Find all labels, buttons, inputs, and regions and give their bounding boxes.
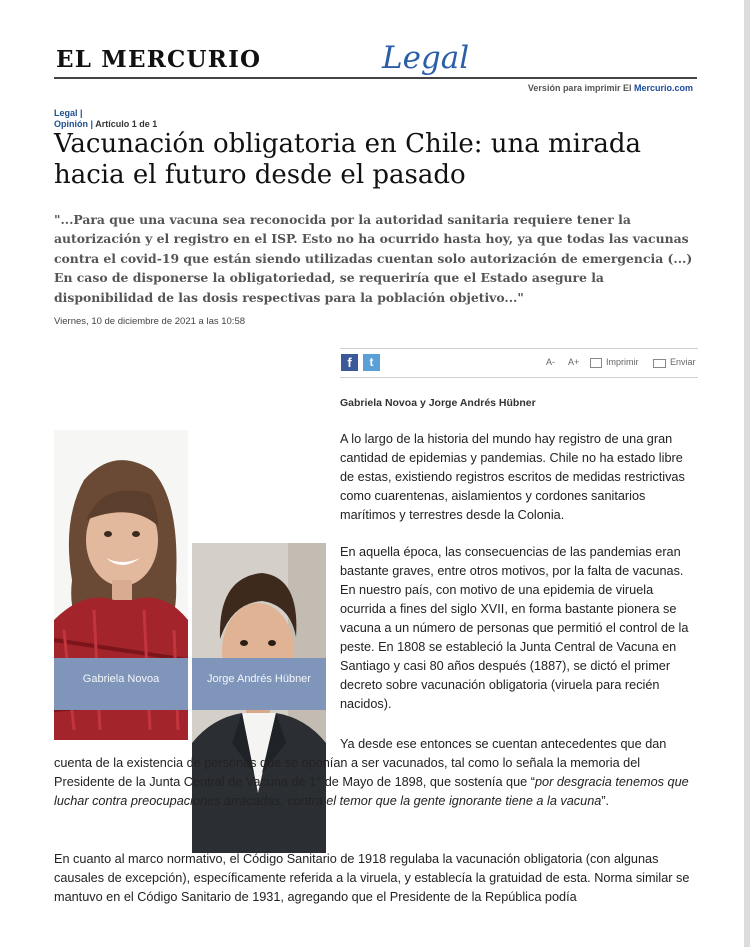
body-paragraph: En aquella época, las consecuencias de las pandemias eran bastante graves, entre otros motivos, por la falta de vacunas. En nuestro país, con motivo de una epidemia de viruela ocurrida a fines del siglo XVII, en forma bastante pionera se vacuna a un número de personas que permitió el control de la peste. En 1808 se estableció la Junta Central de Vacuna en Santiago y casi 80 años después (1887), se dictó el primer decreto sobre vacunación obligatoria (viruela para recién nacidos). <box>340 545 689 711</box>
article-lead-quote: "...Para que una vacuna sea reconocida por la autoridad sanitaria requiere tener la autorización y el registro en el ISP. Esto no ha ocurrido hasta hoy, ya que todas las vacunas contra el covid-19 que están siendo utilizadas cuentan solo autorización de emergencia (...) En caso de disponerse la obligatoriedad, se requeriría que el Estado asegure la disponibilidad de las dosis respectivas para la población objetivo..." <box>54 212 693 305</box>
twitter-icon[interactable]: t <box>363 354 380 371</box>
increase-font-button[interactable]: A+ <box>568 357 580 367</box>
send-button[interactable]: Enviar <box>670 357 696 367</box>
decrease-font-button[interactable]: A- <box>546 357 555 367</box>
site-link[interactable]: Mercurio.com <box>633 83 693 93</box>
breadcrumb <box>54 108 157 130</box>
share-toolbar <box>340 348 698 378</box>
breadcrumb-separator: | <box>90 119 94 129</box>
photo-caption: Jorge Andrés Hübner <box>192 658 326 710</box>
historical-quote: por desgracia tenemos que luchar contra preocupaciones arracadas, contra el temor que la gente ignorante tiene a la vacuna <box>54 775 689 808</box>
breadcrumb-section-link[interactable]: Legal <box>54 108 78 118</box>
article-headline: Vacunación obligatoria en Chile: una mirada hacia el futuro desde el pasado <box>54 129 642 190</box>
photo-caption: Gabriela Novoa <box>54 658 188 710</box>
printer-icon[interactable] <box>590 358 602 368</box>
print-version-text: Versión para imprimir El <box>527 83 632 93</box>
article-authors: Gabriela Novoa y Jorge Andrés Hübner <box>340 397 536 409</box>
facebook-icon[interactable]: f <box>341 354 358 371</box>
print-button[interactable]: Imprimir <box>606 357 639 367</box>
paragraph-text: Ya desde ese entonces se cuentan antecedentes que dan cuenta de la existencia de personas que se oponían a ser vacunados, tal como lo señala la memoria del Presidente de la Junta Central de Vacuna de 1° de Mayo de 1898, que sostenía que “ <box>54 737 667 789</box>
body-paragraph: A lo largo de la historia del mundo hay registro de una gran cantidad de epidemias y pandemias. Chile no ha estado libre de estas, existiendo registros escritos de medidas restrictivas como cuarentenas, aislamientos y cordones sanitarios marítimos y terrestres desde la Colonia. <box>340 432 685 522</box>
article-counter: Artículo 1 de 1 <box>95 119 158 129</box>
body-paragraph: En cuanto al marco normativo, el Código Sanitario de 1918 regulaba la vacunación obligatoria (con algunas causales de excepción), específicamente referida a la viruela, y establecía la gratuidad de esta. Norma similar se mantuvo en el Código Sanitario de 1931, agregando que el Presidente de la República podía <box>54 852 690 904</box>
print-version-note <box>400 83 693 93</box>
masthead <box>54 40 696 76</box>
breadcrumb-category-link[interactable]: Opinión <box>54 119 88 129</box>
page-edge <box>744 0 750 947</box>
masthead-divider <box>54 77 697 79</box>
section-logo[interactable]: Legal <box>382 40 470 76</box>
breadcrumb-separator: | <box>80 108 83 118</box>
newspaper-logo[interactable]: EL MERCURIO <box>56 46 262 73</box>
body-paragraph <box>54 735 704 811</box>
envelope-icon[interactable] <box>653 359 666 368</box>
paragraph-text: ”. <box>601 794 610 808</box>
publication-date: Viernes, 10 de diciembre de 2021 a las 10:58 <box>54 316 246 327</box>
